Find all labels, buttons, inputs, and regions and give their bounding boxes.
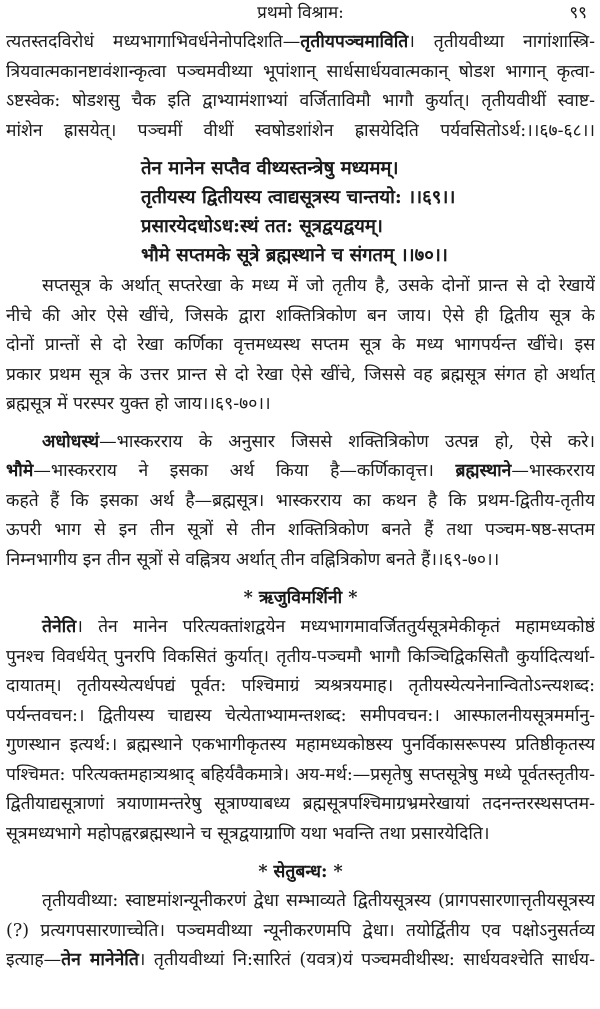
page-header	[6, 0, 595, 28]
text-line	[6, 331, 595, 361]
text-line	[6, 820, 595, 850]
text-line	[6, 946, 595, 976]
verse-block	[6, 154, 595, 270]
text-line	[6, 361, 595, 391]
bold-term: तेन मानेनेति	[61, 950, 139, 970]
text-segment: सूत्रमध्यभागे महोपह्वरब्रह्मस्थाने च सूत्रद्वयाग्राणि यथा भवन्ति तथा प्रसारयेदिति।	[6, 823, 490, 844]
explanation-paragraph	[6, 428, 595, 576]
text-line	[6, 613, 595, 643]
text-line	[6, 87, 595, 117]
text-segment: । तेन मानेन परित्यक्तांशद्वयेन मध्यभागमावर्जिततुर्यसूत्रमेकीकृतं महामध्यकोष्ठं	[76, 617, 595, 637]
text-line	[6, 457, 595, 487]
text-segment: सप्तसूत्र के अर्थात् सप्तरेखा के मध्य में जो तृतीय है, उसके दोनों प्रान्त से दो रेखायें	[42, 276, 595, 296]
text-segment: त्रियवात्मकानष्टावंशान्कृत्वा पञ्चमवीथ्या भूपांशान् सार्धसार्धयवात्मकान् षोडश भागान् कृत्वा-	[6, 61, 595, 82]
text-line	[6, 516, 595, 546]
section-heading-setubandha: * सेतुबन्ध: *	[258, 862, 343, 882]
text-segment: पर्यन्तवचन:। द्वितीयस्य चाद्यस्य चेत्येताभ्यामन्तशब्द: समीपवचन:। आस्फालनीयसूत्रमर्मानु-	[6, 705, 595, 726]
bold-term: अधोधस्थं	[42, 431, 100, 452]
text-line	[6, 761, 595, 791]
commentary-paragraph	[6, 28, 595, 146]
text-segment: —भास्करराय के अनुसार जिससे शक्तित्रिकोण उत्पन्न हो, ऐसे करे।	[99, 431, 595, 452]
hindi-translation-paragraph	[6, 272, 595, 420]
text-line	[6, 487, 595, 517]
text-line	[6, 302, 595, 332]
text-line	[6, 702, 595, 732]
text-segment: पश्चिमत: परित्यक्तमहात्र्यश्राद् बहिर्यवैकमात्रे। अय-मर्थ:—प्रसृतेषु सप्तसूत्रेषु मध्ये पूर्वतस्तृतीय-	[6, 764, 595, 785]
text-line	[6, 917, 595, 947]
text-segment: —भास्करराय	[511, 461, 595, 481]
text-segment: दोनों प्रान्तों से दो रेखा कर्णिका वृत्तमध्यस्थ सप्तम सूत्र के मध्य भागपर्यन्त खींचे। इस	[6, 335, 595, 355]
text-line	[6, 672, 595, 702]
text-segment: (?) प्रत्यगपसारणाच्चेति। पञ्चमवीथ्या न्यूनीकरणमपि द्वेधा। तयोर्द्वितीय एव पक्षोऽनुसर्तव्य	[6, 920, 595, 941]
text-line	[6, 58, 595, 88]
text-segment: । तृतीयवीथ्या नागांशास्त्रि-	[408, 32, 595, 52]
text-segment: तृतीयवीथ्या: स्वाष्टमांशन्यूनीकरणं द्वेधा सम्भाव्यते द्वितीयसूत्रस्य (प्रागपसारणात्तृतीयसूत्रस्य	[42, 891, 595, 911]
text-line	[6, 546, 595, 576]
chapter-title: प्रथमो विश्राम:	[257, 3, 344, 23]
page-number: ९९	[569, 3, 587, 23]
text-segment: कहते हैं कि इसका अर्थ है—ब्रह्मसूत्र। भास्करराय का कथन है कि प्रथम-द्वितीय-तृतीय	[6, 490, 595, 511]
text-line	[6, 643, 595, 673]
text-segment: नीचे की ओर ऐसे खींचे, जिसके द्वारा शक्तित्रिकोण बन जाय। ऐसे ही द्वितीय सूत्र के	[6, 305, 595, 326]
text-segment: इत्याह—	[6, 950, 62, 970]
verse-line: तेन मानेन सप्तैव वीथ्यस्तन्त्रेषु मध्यमम्।	[141, 158, 399, 179]
text-line	[6, 790, 595, 820]
text-segment: निम्नभागीय इन तीन सूत्रों से वह्नित्रय अर्थात् तीन वह्नित्रिकोण बनते हैं।।६९-७०।।	[6, 549, 500, 570]
setubandha-paragraph	[6, 887, 595, 976]
text-segment: दायातम्। तृतीयस्येत्यर्धपद्यं पूर्वत: पश्चिमाग्रं त्र्यश्रत्रयमाह। तृतीयस्येत्यनेनान्वितोऽन्त्यशब्द:	[6, 676, 595, 696]
text-line	[6, 117, 595, 147]
text-segment: ऊपरी भाग से इन तीन सूत्रों से तीन शक्तित्रिकोण बनते हैं तथा पञ्चम-षष्ठ-सप्तम	[6, 520, 595, 540]
text-segment: ब्रह्मसूत्र में परस्पर युक्त हो जाय।।६९-७०।।	[6, 394, 271, 414]
text-line	[6, 428, 595, 458]
text-segment: त्यतस्तदविरोधं मध्यभागाभिवर्धनेनोपदिशति—	[6, 32, 301, 52]
text-line	[6, 272, 595, 302]
text-line	[6, 887, 595, 917]
text-line	[6, 731, 595, 761]
text-line	[6, 390, 595, 420]
bold-term: तेनेति	[42, 617, 77, 637]
rijuvimarshini-paragraph	[6, 613, 595, 849]
verse-line: भौमे सप्तमके सूत्रे ब्रह्मस्थाने च संगतम् ।।७०।।	[141, 245, 448, 266]
text-segment: गुणस्थान इत्यर्थ:। ब्रह्मस्थाने एकभागीकृतस्य महामध्यकोष्ठस्य पुनर्विकासरूपस्य प्रतिष्ठीकृतस्य	[6, 735, 595, 755]
text-segment: । तृतीयवीथ्यां नि:सारितं (यवत्र)यं पञ्चमवीथीस्थ: सार्धयवश्चेति सार्धय-	[138, 950, 595, 970]
text-segment: ऽष्टस्वेक: षोडशसु चैक इति द्वाभ्यामंशाभ्यां वर्जिताविमौ भागौ कुर्यात्। तृतीयवीथीं स्वाष्ट-	[6, 91, 595, 111]
text-segment: पुनश्च विवर्धयेत् पुनरपि विकसितं कुर्यात्। तृतीय-पञ्चमौ भागौ किञ्चिद्विकसितौ कुर्यादित्यर्था-	[6, 646, 595, 667]
text-segment: द्वितीयाद्यसूत्राणां त्रयाणामन्तरेषु सूत्राण्याबध्य ब्रह्मसूत्रपश्चिमाग्रभ्रमरेखायां तदनन्तरस्थसप्तम-	[6, 794, 595, 814]
text-segment: मांशेन ह्रासयेत्। पञ्चमीं वीथीं स्वषोडशांशेन ह्रासयेदिति पर्यवसितोऽर्थ:।।६७-६८।।	[6, 120, 595, 141]
bold-term: तृतीयपञ्चमाविति	[300, 32, 409, 52]
text-line	[6, 28, 595, 58]
verse-line: तृतीयस्य द्वितीयस्य त्वाद्यसूत्रस्य चान्तयो: ।।६९।।	[141, 187, 456, 208]
text-segment: प्रकार प्रथम सूत्र के उत्तर प्रान्त से दो रेखा ऐसे खींचे, जिससे वह ब्रह्मसूत्र संगत हो अर्थात्	[6, 364, 595, 385]
bold-term: ब्रह्मस्थाने	[455, 461, 512, 481]
verse-line: प्रसारयेदधोऽध:स्थं तत: सूत्रद्वयद्वयम्।	[141, 216, 383, 237]
text-segment: —भास्करराय ने इसका अर्थ किया है—कर्णिकावृत्त।	[33, 461, 456, 481]
bold-term: भौमे	[6, 461, 34, 481]
section-heading-rijuvimarshini: * ऋजुविमर्शिनी *	[243, 588, 358, 608]
